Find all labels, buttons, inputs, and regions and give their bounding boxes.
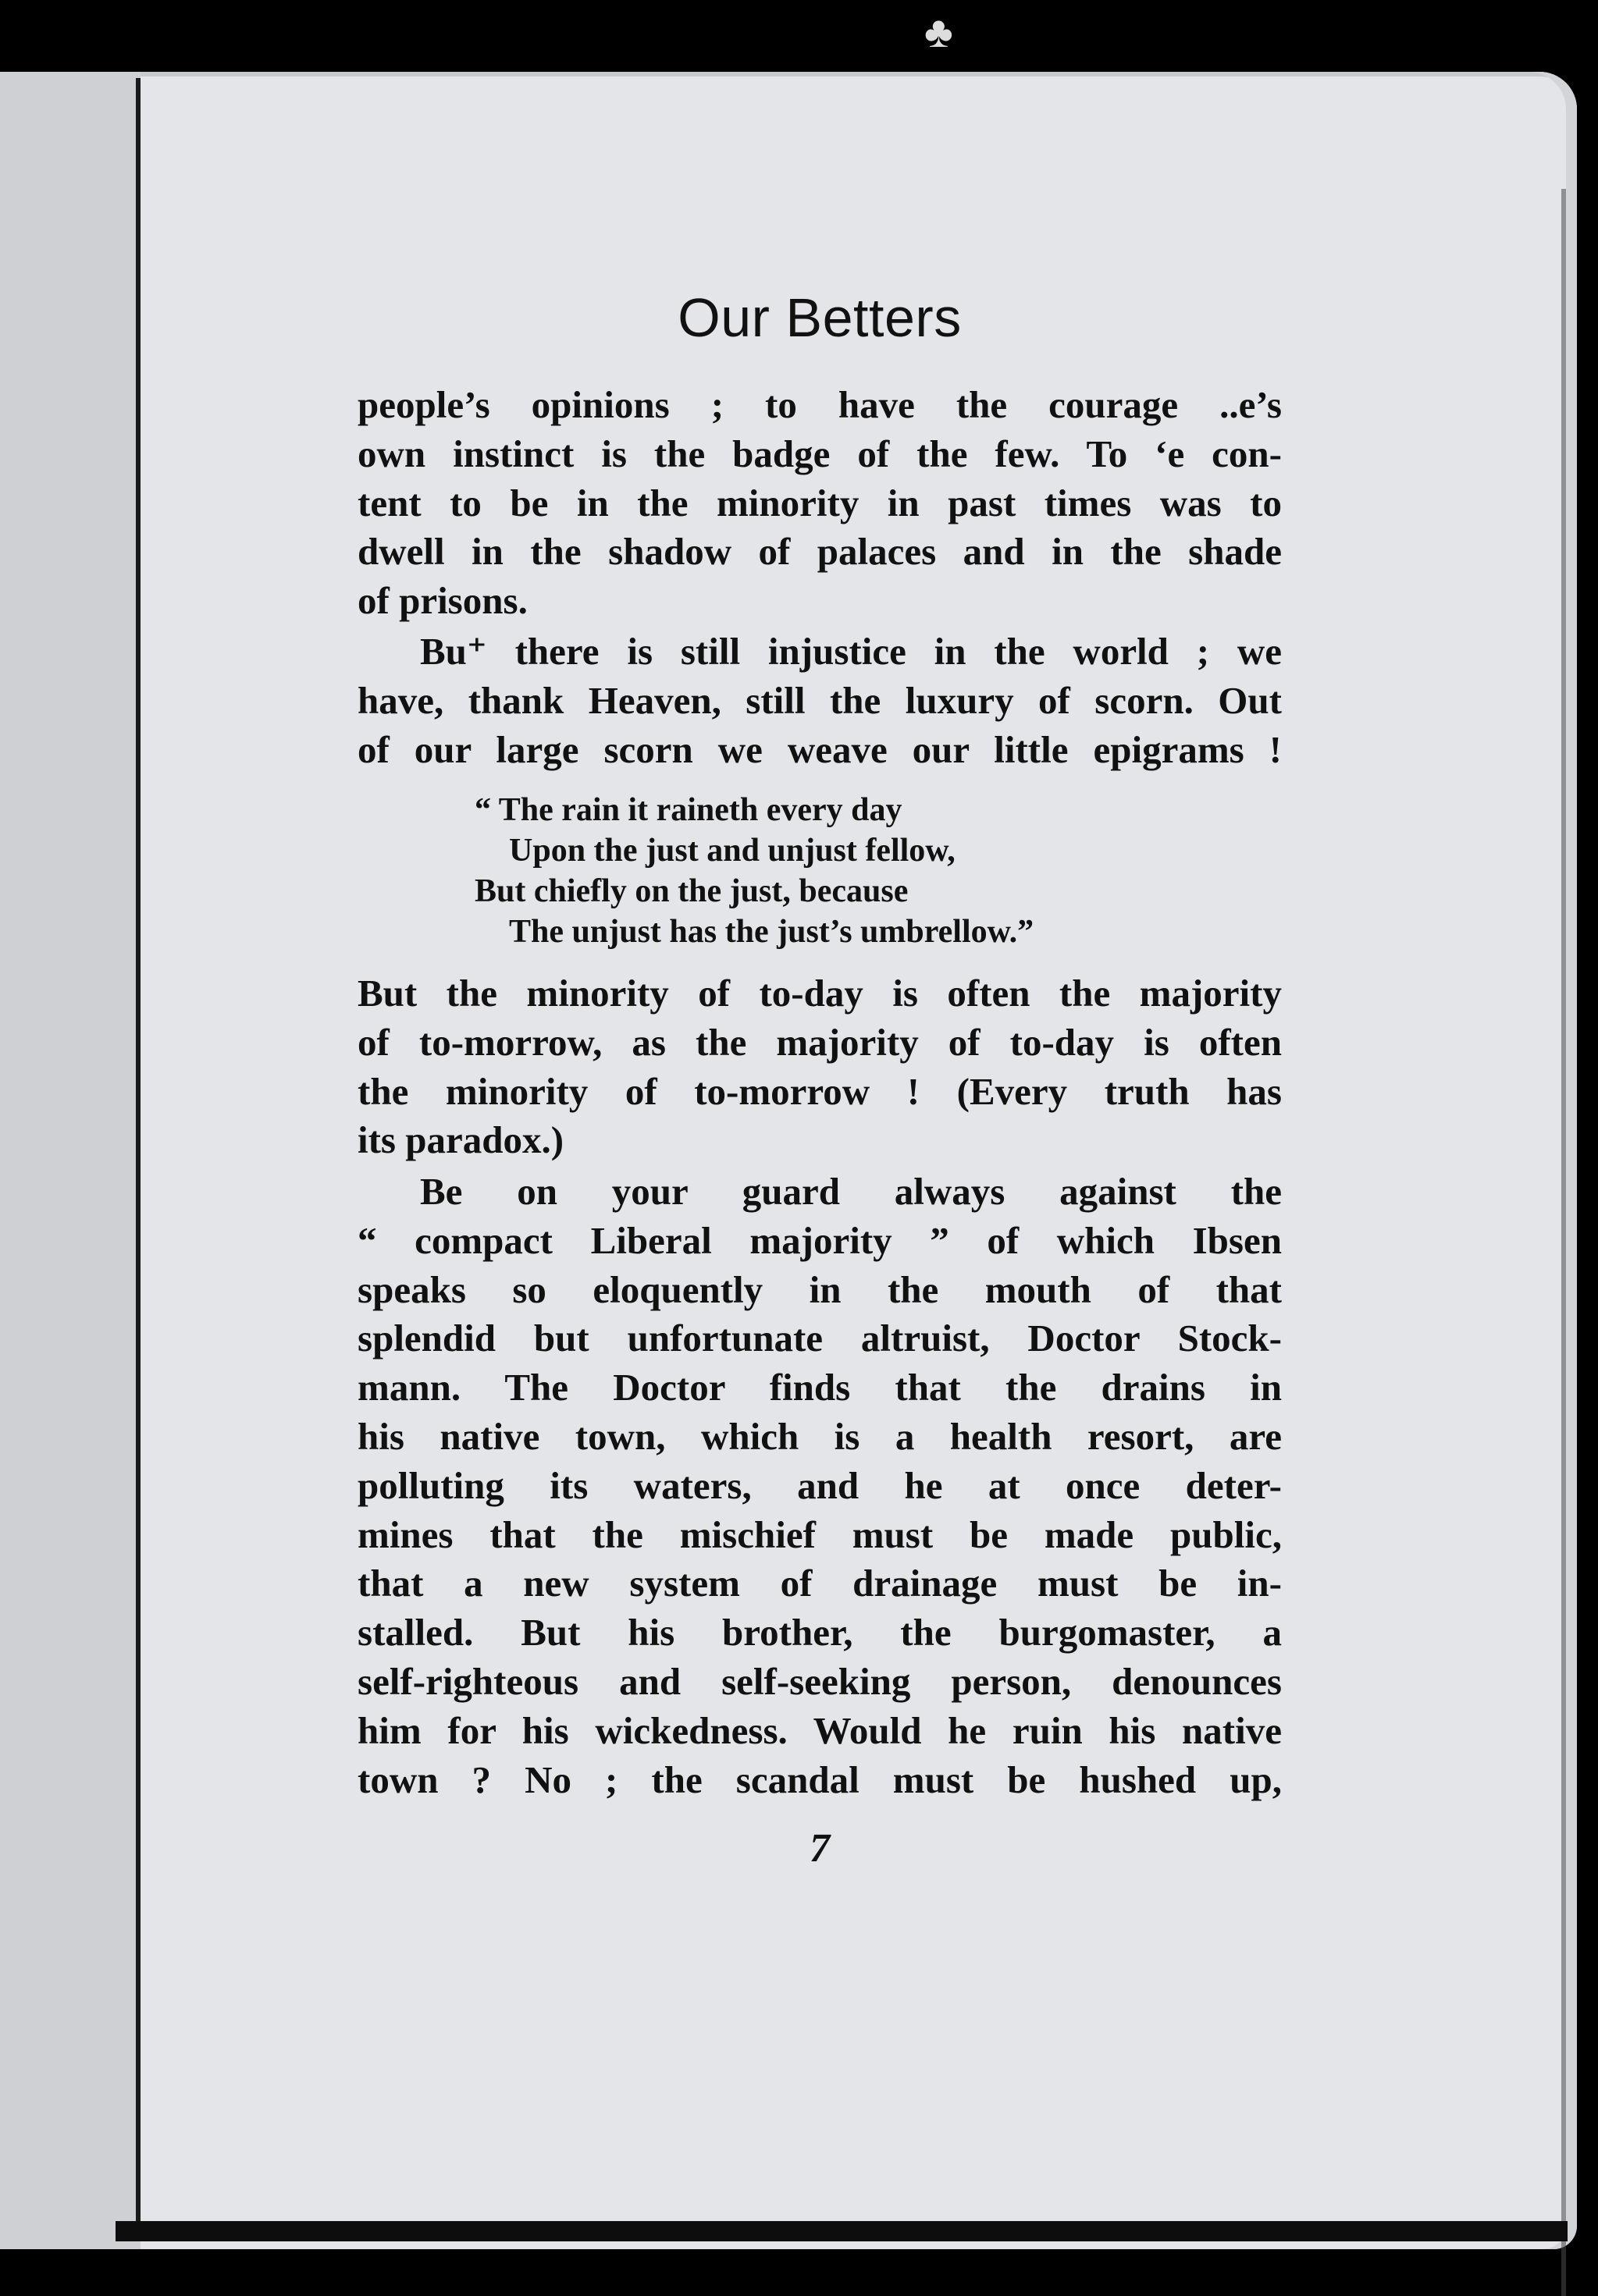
text-line: his native town, which is a health resort, are — [358, 1414, 1282, 1458]
bottom-shadow — [116, 2221, 1568, 2241]
verse-line: The unjust has the just’s umbrellow.” — [509, 914, 1034, 950]
verse-quote — [475, 790, 1177, 952]
text-line: speaks so eloquently in the mouth of that — [358, 1267, 1282, 1311]
text-line: of our large scorn we weave our little epigrams ! — [358, 727, 1282, 771]
paragraph-1 — [358, 381, 1282, 626]
text-line: of prisons. — [358, 579, 528, 623]
text-line: mann. The Doctor finds that the drains in — [358, 1366, 1282, 1409]
text-line: splendid but unfortunate altruist, Doctor Stock- — [358, 1317, 1282, 1360]
facing-page-gutter — [0, 72, 141, 2249]
text-line: Bu⁺ there is still injustice in the world ; we — [420, 630, 1282, 673]
text-line: people’s opinions ; to have the courage ..e’s — [358, 383, 1282, 426]
verse-line: Upon the just and unjust fellow, — [509, 833, 956, 869]
text-line: Be on your guard always against the — [420, 1170, 1282, 1213]
text-line: self-righteous and self-seeking person, denounces — [358, 1659, 1282, 1703]
text-line: that a new system of drainage must be in- — [358, 1562, 1282, 1605]
text-line: mines that the mischief must be made public, — [358, 1512, 1282, 1556]
page-number: 7 — [810, 1826, 830, 1871]
text-line: the minority of to-morrow ! (Every truth has — [358, 1069, 1282, 1113]
text-line: tent to be in the minority in past times was to — [358, 481, 1282, 524]
running-title: Our Betters — [678, 287, 962, 348]
verse-line: “ The rain it raineth every day — [475, 792, 902, 828]
text-line: polluting its waters, and he at once deter- — [358, 1463, 1282, 1507]
text-line: But the minority of to-day is often the majority — [358, 972, 1282, 1015]
paragraph-3 — [358, 969, 1282, 1165]
verse-line: But chiefly on the just, because — [475, 873, 909, 909]
text-line: have, thank Heaven, still the luxury of scorn. Out — [358, 678, 1282, 722]
text-line: stalled. But his brother, the burgomaster, a — [358, 1611, 1282, 1654]
paragraph-2 — [358, 627, 1282, 774]
text-line: of to-morrow, as the majority of to-day is often — [358, 1020, 1282, 1064]
text-line: him for his wickedness. Would he ruin his native — [358, 1708, 1282, 1752]
text-line: its paradox.) — [358, 1118, 564, 1162]
text-line: “ compact Liberal majority ” of which Ibsen — [358, 1218, 1282, 1262]
paragraph-4 — [358, 1168, 1282, 1804]
text-line: dwell in the shadow of palaces and in the shade — [358, 530, 1282, 574]
text-line: town ? No ; the scandal must be hushed up, — [358, 1758, 1282, 1801]
page-edge — [1561, 189, 1566, 2296]
text-line: own instinct is the badge of the few. To ‘e con- — [358, 432, 1282, 475]
scan-mark-icon: ♣ — [924, 9, 953, 57]
